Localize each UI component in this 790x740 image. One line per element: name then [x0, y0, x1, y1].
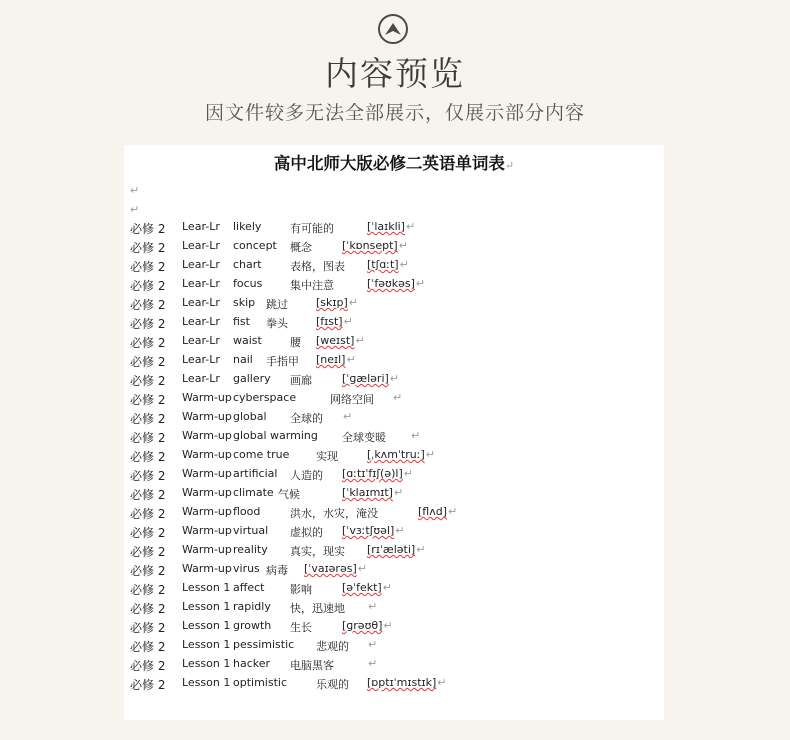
ipa-cell	[342, 486, 403, 499]
ipa-text: [ˈklaɪmɪt]	[342, 486, 393, 499]
book-cell: 必修 2	[130, 602, 166, 616]
meaning-cell: 悲观的	[316, 640, 349, 653]
unit-cell: Warm-up	[182, 448, 232, 461]
word-cell: artificial	[233, 467, 278, 480]
ipa-cell	[367, 220, 415, 233]
ipa-cell	[367, 600, 377, 613]
ipa-cell	[342, 524, 405, 537]
unit-cell: Warm-up	[182, 429, 232, 442]
book-cell: 必修 2	[130, 450, 166, 464]
book-cell: 必修 2	[130, 355, 166, 369]
table-row	[130, 258, 660, 277]
word-cell: fist	[233, 315, 250, 328]
paragraph-mark: ↵	[130, 184, 140, 197]
meaning-cell: 跳过	[266, 298, 288, 311]
ipa-cell	[392, 391, 402, 404]
ipa-text: [skɪp]	[316, 296, 348, 309]
book-cell: 必修 2	[130, 222, 166, 236]
meaning-cell: 表格，图表	[290, 260, 345, 273]
ipa-text: [weɪst]	[316, 334, 355, 347]
unit-cell: Warm-up	[182, 391, 232, 404]
paragraph-mark: ↵	[448, 505, 458, 518]
word-cell: likely	[233, 220, 262, 233]
unit-cell: Warm-up	[182, 486, 232, 499]
word-cell: flood	[233, 505, 261, 518]
word-cell: come true	[233, 448, 290, 461]
table-row	[130, 638, 660, 657]
unit-cell: Lesson 1	[182, 657, 231, 670]
paragraph-mark: ↵	[346, 353, 356, 366]
unit-cell: Lesson 1	[182, 600, 231, 613]
unit-cell: Lear-Lr	[182, 315, 220, 328]
book-cell: 必修 2	[130, 488, 166, 502]
ipa-text: [ɑːtɪˈfɪʃ(ə)l]	[342, 467, 403, 480]
word-cell: nail	[233, 353, 253, 366]
ipa-cell	[410, 429, 420, 442]
unit-cell: Lesson 1	[182, 581, 231, 594]
paragraph-mark: ↵	[368, 657, 378, 670]
unit-cell: Warm-up	[182, 467, 232, 480]
ipa-text: [ˌkʌmˈtruː]	[367, 448, 425, 461]
table-row	[130, 486, 660, 505]
word-cell: reality	[233, 543, 268, 556]
word-cell: optimistic	[233, 676, 288, 689]
ipa-cell	[316, 334, 365, 347]
unit-cell: Lear-Lr	[182, 277, 220, 290]
chevron-up-icon	[384, 21, 402, 37]
unit-cell: Warm-up	[182, 410, 232, 423]
paragraph-mark: ↵	[389, 372, 400, 385]
book-cell: 必修 2	[130, 317, 166, 331]
word-cell: concept	[233, 239, 277, 252]
paragraph-mark: ↵	[395, 524, 405, 537]
paragraph-mark: ↵	[368, 638, 378, 651]
table-row	[130, 315, 660, 334]
ipa-cell	[342, 372, 399, 385]
paragraph-mark: ↵	[405, 220, 416, 233]
word-cell: affect	[233, 581, 265, 594]
paragraph-mark: ↵	[383, 619, 393, 632]
ipa-text: [rɪˈæləti]	[367, 543, 416, 556]
book-cell: 必修 2	[130, 507, 166, 521]
meaning-cell: 全球变暖	[342, 431, 386, 444]
ipa-text: [neɪl]	[316, 353, 346, 366]
table-row	[130, 467, 660, 486]
paragraph-mark: ↵	[416, 543, 426, 556]
book-cell: 必修 2	[130, 336, 166, 350]
unit-cell: Lear-Lr	[182, 296, 220, 309]
table-row	[130, 543, 660, 562]
ipa-text: [tʃɑːt]	[367, 258, 399, 271]
meaning-cell: 气候	[278, 488, 300, 501]
page-title: 内容预览	[325, 54, 465, 93]
table-row	[130, 239, 660, 258]
meaning-cell: 集中注意	[290, 279, 334, 292]
meaning-cell: 洪水，水灾，淹没	[290, 507, 378, 520]
meaning-cell: 网络空间	[330, 393, 374, 406]
paragraph-mark: ↵	[393, 486, 404, 499]
ipa-cell	[342, 467, 413, 480]
table-row	[130, 353, 660, 372]
word-cell: virtual	[233, 524, 269, 537]
unit-cell: Lear-Lr	[182, 353, 220, 366]
paragraph-mark: ↵	[437, 676, 447, 689]
document-title: 高中北师大版必修二英语单词表↵	[273, 154, 515, 173]
book-cell: 必修 2	[130, 279, 166, 293]
meaning-cell: 真实，现实	[290, 545, 345, 558]
ipa-cell	[316, 296, 358, 309]
table-row	[130, 296, 660, 315]
table-row	[130, 581, 660, 600]
book-cell: 必修 2	[130, 678, 166, 692]
ipa-text: [ˈfəʊkəs]	[367, 277, 415, 290]
meaning-cell: 画廊	[290, 374, 312, 387]
ipa-text: [ˈlaɪkli]	[367, 220, 405, 233]
word-cell: pessimistic	[233, 638, 295, 651]
book-cell: 必修 2	[130, 469, 166, 483]
page-subtitle: 因文件较多无法全部展示，仅展示部分内容	[204, 102, 585, 124]
meaning-cell: 有可能的	[290, 222, 334, 235]
meaning-cell: 影响	[290, 583, 312, 596]
paragraph-mark: ↵	[348, 296, 358, 309]
table-row	[130, 505, 660, 524]
word-cell: chart	[233, 258, 262, 271]
word-cell: global	[233, 410, 267, 423]
paragraph-mark: ↵	[343, 410, 353, 423]
unit-cell: Lesson 1	[182, 676, 231, 689]
book-cell: 必修 2	[130, 393, 166, 407]
paragraph-mark: ↵	[130, 203, 140, 216]
ipa-text: [ˈkɒnsept]	[342, 239, 398, 252]
meaning-cell: 腰	[290, 336, 301, 349]
ipa-text: [ɒptɪˈmɪstɪk]	[367, 676, 437, 689]
paragraph-mark: ↵	[398, 239, 408, 252]
word-cell: virus	[233, 562, 260, 575]
word-cell: skip	[233, 296, 256, 309]
paragraph-mark: ↵	[415, 277, 426, 290]
meaning-cell: 虚拟的	[290, 526, 323, 539]
ipa-cell	[418, 505, 457, 518]
word-cell: rapidly	[233, 600, 271, 613]
ipa-cell	[367, 543, 425, 556]
table-row	[130, 524, 660, 543]
meaning-cell: 病毒	[266, 564, 288, 577]
book-cell: 必修 2	[130, 659, 166, 673]
word-cell: climate	[233, 486, 274, 499]
table-row	[130, 619, 660, 638]
table-row	[130, 448, 660, 467]
badge-circle	[378, 14, 408, 44]
book-cell: 必修 2	[130, 526, 166, 540]
book-cell: 必修 2	[130, 260, 166, 274]
table-row	[130, 600, 660, 619]
meaning-cell: 拳头	[266, 317, 288, 330]
table-row	[130, 334, 660, 353]
word-cell: growth	[233, 619, 272, 632]
table-row	[130, 277, 660, 296]
ipa-cell	[342, 410, 352, 423]
paragraph-mark: ↵	[399, 258, 409, 271]
unit-cell: Warm-up	[182, 562, 232, 575]
ipa-text: [fɪst]	[316, 315, 343, 328]
table-row	[130, 429, 660, 448]
meaning-cell: 快，迅速地	[290, 602, 345, 615]
meaning-cell: 电脑黑客	[290, 659, 334, 672]
unit-cell: Lear-Lr	[182, 372, 220, 385]
unit-cell: Warm-up	[182, 505, 232, 518]
unit-cell: Lear-Lr	[182, 334, 220, 347]
paragraph-mark: ↵	[425, 448, 435, 461]
table-row	[130, 657, 660, 676]
ipa-cell	[304, 562, 367, 575]
ipa-cell	[342, 239, 408, 252]
paragraph-mark: ↵	[382, 581, 392, 594]
book-cell: 必修 2	[130, 298, 166, 312]
book-cell: 必修 2	[130, 621, 166, 635]
ipa-text: [ˈvaɪərəs]	[304, 562, 357, 575]
book-cell: 必修 2	[130, 241, 166, 255]
document-preview	[124, 145, 664, 720]
meaning-cell: 全球的	[290, 412, 323, 425]
meaning-cell: 概念	[290, 241, 312, 254]
table-row	[130, 676, 660, 695]
meaning-cell: 手指甲	[266, 355, 299, 368]
unit-cell: Lear-Lr	[182, 239, 220, 252]
ipa-cell	[316, 315, 353, 328]
book-cell: 必修 2	[130, 583, 166, 597]
book-cell: 必修 2	[130, 412, 166, 426]
table-row	[130, 391, 660, 410]
book-cell: 必修 2	[130, 545, 166, 559]
paragraph-mark: ↵	[393, 391, 403, 404]
ipa-cell	[367, 657, 377, 670]
ipa-text: [əˈfekt]	[342, 581, 382, 594]
table-row	[130, 372, 660, 391]
word-cell: cyberspace	[233, 391, 297, 404]
paragraph-mark: ↵	[368, 600, 378, 613]
ipa-text: [ˈɡæləri]	[342, 372, 389, 385]
word-cell: global warming	[233, 429, 318, 442]
ipa-cell	[367, 448, 435, 461]
ipa-cell	[367, 676, 447, 689]
book-cell: 必修 2	[130, 374, 166, 388]
word-cell: focus	[233, 277, 263, 290]
ipa-text: [ˈvɜːtʃʊəl]	[342, 524, 395, 537]
table-row	[130, 562, 660, 581]
meaning-cell: 生长	[290, 621, 312, 634]
word-cell: hacker	[233, 657, 271, 670]
ipa-text: [ɡrəʊθ]	[342, 619, 383, 632]
table-row	[130, 410, 660, 429]
unit-cell: Lear-Lr	[182, 258, 220, 271]
word-cell: waist	[233, 334, 262, 347]
book-cell: 必修 2	[130, 564, 166, 578]
word-cell: gallery	[233, 372, 271, 385]
ipa-text: [flʌd]	[418, 505, 448, 518]
meaning-cell: 实现	[316, 450, 338, 463]
paragraph-mark: ↵	[403, 467, 413, 480]
paragraph-mark: ↵	[357, 562, 367, 575]
paragraph-mark: ↵	[355, 334, 365, 347]
unit-cell: Warm-up	[182, 543, 232, 556]
paragraph-mark: ↵	[343, 315, 353, 328]
ipa-cell	[367, 638, 377, 651]
ipa-cell	[367, 258, 409, 271]
unit-cell: Warm-up	[182, 524, 232, 537]
ipa-cell	[342, 619, 393, 632]
book-cell: 必修 2	[130, 640, 166, 654]
unit-cell: Lesson 1	[182, 638, 231, 651]
meaning-cell: 人造的	[290, 469, 323, 482]
unit-cell: Lear-Lr	[182, 220, 220, 233]
ipa-cell	[367, 277, 425, 290]
book-cell: 必修 2	[130, 431, 166, 445]
ipa-cell	[316, 353, 356, 366]
meaning-cell: 乐观的	[316, 678, 349, 691]
unit-cell: Lesson 1	[182, 619, 231, 632]
table-row	[130, 220, 660, 239]
paragraph-mark: ↵	[411, 429, 421, 442]
ipa-cell	[342, 581, 392, 594]
